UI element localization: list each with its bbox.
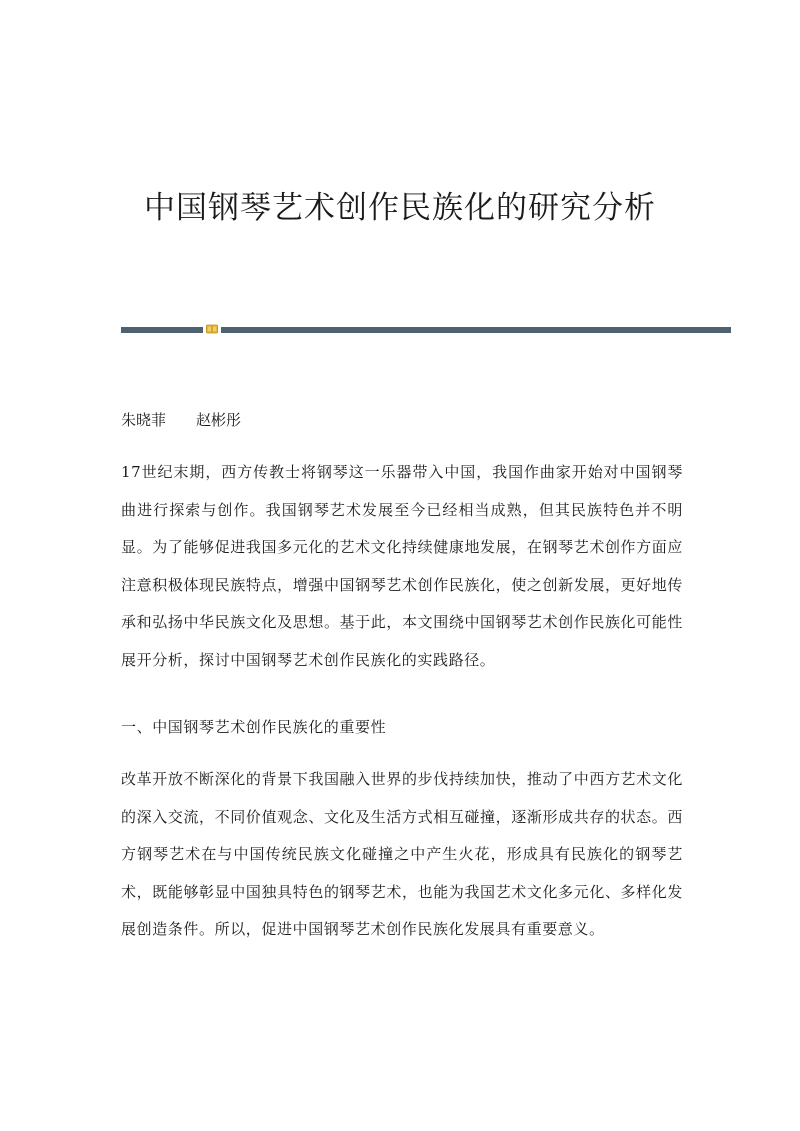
book-icon: [206, 324, 218, 334]
intro-paragraph: 17世纪末期，西方传教士将钢琴这一乐器带入中国，我国作曲家开始对中国钢琴曲进行探索与创作。我国钢琴艺术发展至今已经相当成熟，但其民族特色并不明显。为了能够促进我国多元化的艺术文化持续健康地发展，在钢琴艺术创作方面应注意积极体现民族特点，增强中国钢琴艺术创作民族化，使之创新发展，更好地传承和弘扬中华民族文化及思想。基于此，本文围绕中国钢琴艺术创作民族化可能性展开分析，探讨中国钢琴艺术创作民族化的实践路径。: [121, 463, 683, 669]
section-heading: 一、中国钢琴艺术创作民族化的重要性: [121, 718, 387, 736]
document-title: 中国钢琴艺术创作民族化的研究分析: [144, 190, 656, 226]
title-divider: [121, 324, 731, 334]
divider-bar-right: [221, 327, 731, 333]
author-line: 朱晓菲 赵彬彤: [121, 411, 242, 429]
divider-bar-left: [121, 327, 203, 333]
section-body-paragraph: 改革开放不断深化的背景下我国融入世界的步伐持续加快，推动了中西方艺术文化的深入交流，不同价值观念、文化及生活方式相互碰撞，逐渐形成共存的状态。西方钢琴艺术在与中国传统民族文化碰撞之中产生火花，形成具有民族化的钢琴艺术，既能够彰显中国独具特色的钢琴艺术，也能为我国艺术文化多元化、多样化发展创造条件。所以，促进中国钢琴艺术创作民族化发展具有重要意义。: [121, 770, 683, 938]
